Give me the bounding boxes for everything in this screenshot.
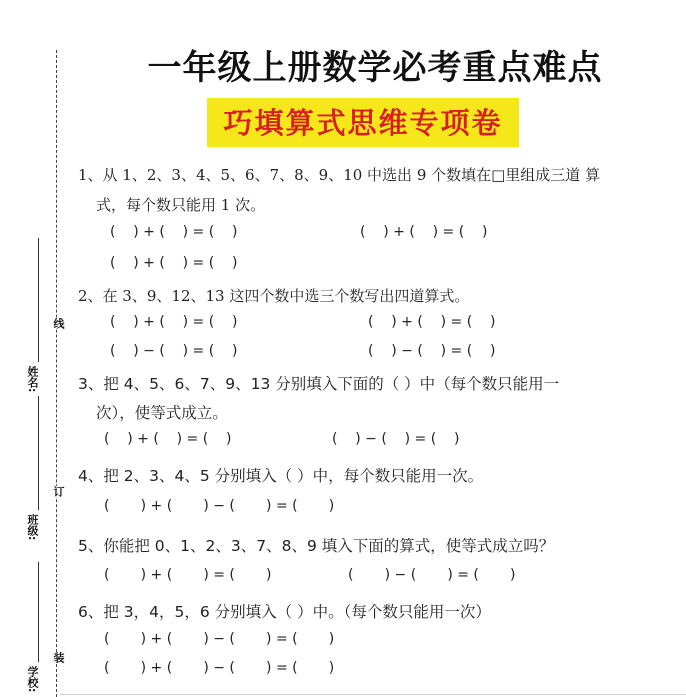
problem-2-equation-2a: ( ) − ( ) = ( )	[110, 343, 238, 359]
problem-5-equation-1b: ( ) − ( ) = ( )	[348, 567, 516, 583]
name-blank	[38, 238, 39, 362]
problem-2-equation-1b: ( ) + ( ) = ( )	[368, 314, 496, 330]
school-blank	[38, 562, 39, 662]
page-bottom-edge	[60, 694, 686, 695]
problem-1-equation-1b: ( ) + ( ) = ( )	[360, 224, 488, 240]
subtitle-wrap	[0, 98, 686, 147]
problem-1-text-line1: 1、从 1、2、3、4、5、6、7、8、9、10 中选出 9 个数填在□里组成三道 算	[78, 166, 601, 184]
problem-6-equation-2: ( ) + ( ) − ( ) = ( )	[104, 660, 335, 676]
problem-4-text: 4、把 2、3、4、5 分别填入（ ）中，每个数只能用一次。	[78, 467, 484, 485]
page-title: 一年级上册数学必考重点难点	[147, 48, 603, 88]
problem-3-equation-1b: ( ) − ( ) = ( )	[332, 431, 460, 447]
problem-3-text-line2: 次），使等式成立。	[96, 404, 228, 422]
name-label: 姓名:	[26, 366, 39, 393]
problem-2-equation-1a: ( ) + ( ) = ( )	[110, 314, 238, 330]
class-blank	[38, 396, 39, 510]
problem-5-text: 5、你能把 0、1、2、3、7、8、9 填入下面的算式，使等式成立吗？	[78, 537, 555, 555]
problem-6-equation-1: ( ) + ( ) − ( ) = ( )	[104, 631, 335, 647]
problem-3-equation-1a: ( ) + ( ) = ( )	[104, 431, 232, 447]
problem-3-text-line1: 3、把 4、5、6、7、9、13 分别填入下面的（ ）中（每个数只能用一	[78, 375, 560, 393]
problem-1-equation-2a: ( ) + ( ) = ( )	[110, 255, 238, 271]
problem-6-text: 6、把 3，4，5，6 分别填入（ ）中。（每个数只能用一次）	[78, 603, 491, 621]
class-label: 班级:	[26, 514, 39, 541]
page-subtitle: 巧填算式思维专项卷	[207, 98, 518, 147]
problem-5-equation-1a: ( ) + ( ) = ( )	[104, 567, 272, 583]
problem-2-text: 2、在 3、9、12、13 这四个数中选三个数写出四道算式。	[78, 287, 470, 305]
problem-4-equation: ( ) + ( ) − ( ) = ( )	[104, 498, 335, 514]
bind-line-char: 线	[52, 318, 65, 329]
bind-zhuang-char: 装	[52, 652, 65, 663]
school-label: 学校:	[26, 666, 39, 693]
problem-1-equation-1a: ( ) + ( ) = ( )	[110, 224, 238, 240]
binding-dashed-line	[56, 50, 57, 697]
bind-ding-char: 订	[52, 486, 65, 497]
problem-1-text-line2: 式，每个数只能用 1 次。	[96, 196, 266, 214]
problem-2-equation-2b: ( ) − ( ) = ( )	[368, 343, 496, 359]
